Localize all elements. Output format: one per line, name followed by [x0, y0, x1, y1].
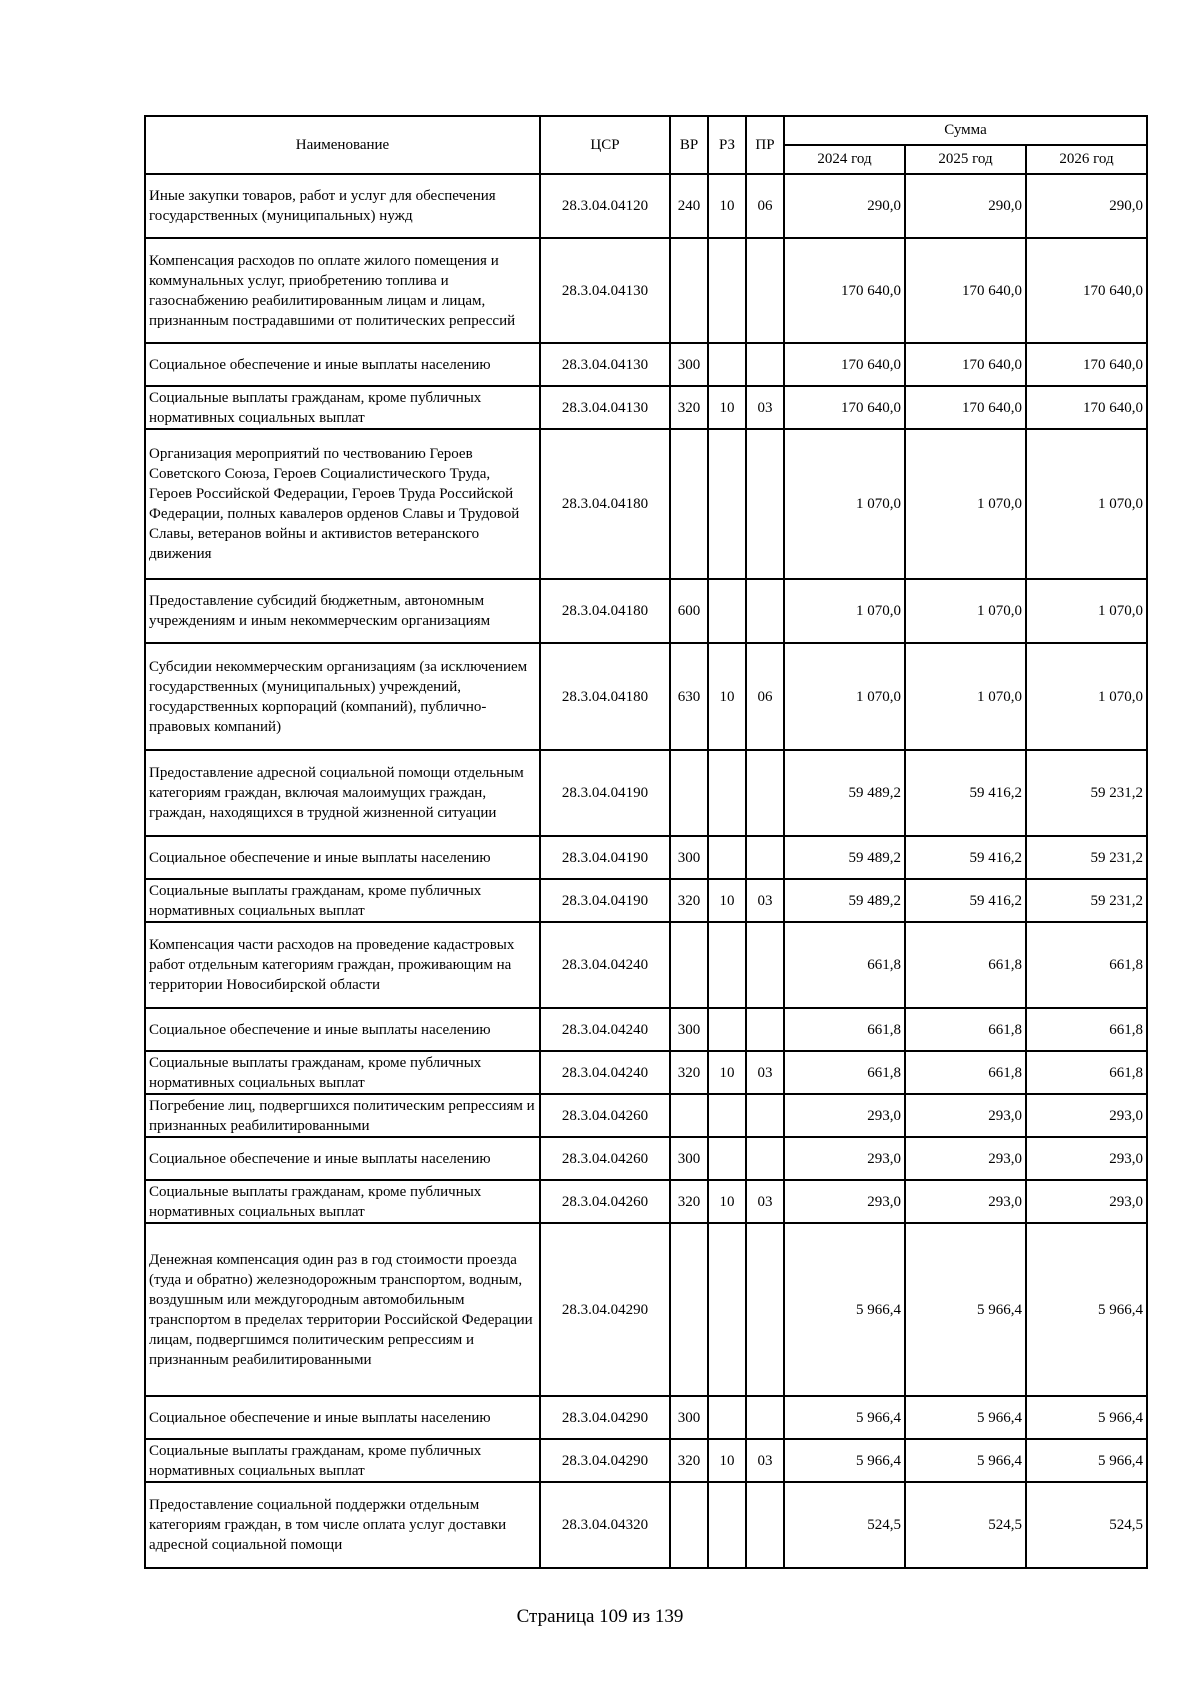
cell-sum-2025: 5 966,4	[905, 1439, 1026, 1482]
cell-name: Компенсация части расходов на проведение кадастровых работ отдельным категориям граждан, проживающим на территории Новосибирской области	[145, 922, 540, 1008]
cell-rz: 10	[708, 1180, 746, 1223]
cell-sum-2025: 290,0	[905, 174, 1026, 238]
cell-csr: 28.3.04.04290	[540, 1223, 670, 1396]
cell-csr: 28.3.04.04290	[540, 1396, 670, 1439]
cell-sum-2024: 293,0	[784, 1137, 905, 1180]
cell-sum-2026: 1 070,0	[1026, 579, 1147, 643]
cell-sum-2025: 661,8	[905, 922, 1026, 1008]
cell-rz: 10	[708, 174, 746, 238]
cell-sum-2026: 293,0	[1026, 1180, 1147, 1223]
cell-sum-2024: 661,8	[784, 1051, 905, 1094]
cell-pr: 03	[746, 386, 784, 429]
cell-rz	[708, 1008, 746, 1051]
cell-sum-2024: 170 640,0	[784, 386, 905, 429]
cell-sum-2025: 293,0	[905, 1180, 1026, 1223]
cell-csr: 28.3.04.04240	[540, 1051, 670, 1094]
cell-sum-2026: 661,8	[1026, 922, 1147, 1008]
cell-rz	[708, 1482, 746, 1568]
cell-pr	[746, 343, 784, 386]
cell-csr: 28.3.04.04130	[540, 343, 670, 386]
cell-name: Социальное обеспечение и иные выплаты населению	[145, 836, 540, 879]
cell-sum-2026: 293,0	[1026, 1094, 1147, 1137]
header-csr: ЦСР	[540, 116, 670, 174]
cell-sum-2025: 170 640,0	[905, 386, 1026, 429]
cell-name: Денежная компенсация один раз в год стоимости проезда (туда и обратно) железнодорожным транспортом, водным, воздушным или междугородным автомобильным транспортом в пределах территории Российской Федерации лицам, подвергшимся политическим репрессиям и признанным реабилитированными	[145, 1223, 540, 1396]
cell-sum-2026: 661,8	[1026, 1051, 1147, 1094]
cell-sum-2025: 1 070,0	[905, 579, 1026, 643]
cell-rz	[708, 238, 746, 343]
cell-csr: 28.3.04.04130	[540, 386, 670, 429]
cell-csr: 28.3.04.04320	[540, 1482, 670, 1568]
cell-name: Организация мероприятий по чествованию Героев Советского Союза, Героев Социалистического Труда, Героев Российской Федерации, Героев Труда Российской Федерации, полных кавалеров орденов Славы и Трудовой Славы, ветеранов войны и активистов ветеранского движения	[145, 429, 540, 579]
cell-csr: 28.3.04.04180	[540, 643, 670, 750]
cell-name: Предоставление субсидий бюджетным, автономным учреждениям и иным некоммерческим организациям	[145, 579, 540, 643]
cell-rz	[708, 922, 746, 1008]
cell-csr: 28.3.04.04260	[540, 1137, 670, 1180]
cell-name: Социальное обеспечение и иные выплаты населению	[145, 343, 540, 386]
cell-name: Социальное обеспечение и иные выплаты населению	[145, 1008, 540, 1051]
cell-vr: 300	[670, 1137, 708, 1180]
header-year-2025: 2025 год	[905, 145, 1026, 174]
cell-csr: 28.3.04.04120	[540, 174, 670, 238]
cell-sum-2026: 1 070,0	[1026, 643, 1147, 750]
cell-pr	[746, 1482, 784, 1568]
header-name: Наименование	[145, 116, 540, 174]
cell-name: Социальные выплаты гражданам, кроме публичных нормативных социальных выплат	[145, 879, 540, 922]
table-row	[145, 1482, 1147, 1568]
cell-vr: 320	[670, 1051, 708, 1094]
cell-name: Социальное обеспечение и иные выплаты населению	[145, 1396, 540, 1439]
cell-rz	[708, 1094, 746, 1137]
cell-sum-2024: 661,8	[784, 922, 905, 1008]
cell-pr	[746, 1094, 784, 1137]
cell-sum-2025: 5 966,4	[905, 1223, 1026, 1396]
cell-name: Компенсация расходов по оплате жилого помещения и коммунальных услуг, приобретению топлива и газоснабжению реабилитированным лицам и лицам, признанным пострадавшими от политических репрессий	[145, 238, 540, 343]
cell-name: Предоставление адресной социальной помощи отдельным категориям граждан, включая малоимущих граждан, граждан, находящихся в трудной жизненной ситуации	[145, 750, 540, 836]
cell-sum-2024: 1 070,0	[784, 429, 905, 579]
cell-csr: 28.3.04.04180	[540, 579, 670, 643]
cell-vr: 300	[670, 836, 708, 879]
cell-vr	[670, 238, 708, 343]
cell-pr	[746, 429, 784, 579]
table-row	[145, 174, 1147, 238]
cell-sum-2024: 1 070,0	[784, 643, 905, 750]
cell-pr	[746, 238, 784, 343]
cell-pr: 03	[746, 879, 784, 922]
cell-sum-2026: 293,0	[1026, 1137, 1147, 1180]
cell-sum-2024: 59 489,2	[784, 750, 905, 836]
cell-rz	[708, 750, 746, 836]
table-body	[145, 174, 1147, 1568]
cell-name: Социальное обеспечение и иные выплаты населению	[145, 1137, 540, 1180]
cell-pr	[746, 1137, 784, 1180]
cell-name: Иные закупки товаров, работ и услуг для обеспечения государственных (муниципальных) нужд	[145, 174, 540, 238]
cell-sum-2024: 170 640,0	[784, 343, 905, 386]
table-row	[145, 643, 1147, 750]
cell-csr: 28.3.04.04190	[540, 750, 670, 836]
header-rz: РЗ	[708, 116, 746, 174]
table-row	[145, 1223, 1147, 1396]
cell-sum-2024: 293,0	[784, 1180, 905, 1223]
cell-rz	[708, 836, 746, 879]
cell-vr: 320	[670, 386, 708, 429]
cell-sum-2026: 170 640,0	[1026, 238, 1147, 343]
cell-sum-2024: 5 966,4	[784, 1396, 905, 1439]
cell-pr: 03	[746, 1439, 784, 1482]
table-row	[145, 1051, 1147, 1094]
cell-vr	[670, 429, 708, 579]
cell-name: Социальные выплаты гражданам, кроме публичных нормативных социальных выплат	[145, 386, 540, 429]
cell-sum-2025: 524,5	[905, 1482, 1026, 1568]
table-row	[145, 238, 1147, 343]
cell-rz	[708, 429, 746, 579]
cell-csr: 28.3.04.04240	[540, 922, 670, 1008]
cell-vr: 300	[670, 1396, 708, 1439]
cell-name: Предоставление социальной поддержки отдельным категориям граждан, в том числе оплата услуг доставки адресной социальной помощи	[145, 1482, 540, 1568]
cell-name: Субсидии некоммерческим организациям (за исключением государственных (муниципальных) учреждений, государственных корпораций (компаний), публично-правовых компаний)	[145, 643, 540, 750]
table-row	[145, 579, 1147, 643]
cell-pr: 06	[746, 643, 784, 750]
cell-sum-2025: 661,8	[905, 1051, 1026, 1094]
cell-vr: 300	[670, 1008, 708, 1051]
cell-csr: 28.3.04.04290	[540, 1439, 670, 1482]
cell-sum-2024: 290,0	[784, 174, 905, 238]
cell-vr	[670, 1094, 708, 1137]
cell-rz: 10	[708, 1439, 746, 1482]
header-vr: ВР	[670, 116, 708, 174]
cell-sum-2025: 59 416,2	[905, 750, 1026, 836]
cell-sum-2026: 524,5	[1026, 1482, 1147, 1568]
page-number: Страница 109 из 139	[516, 1606, 684, 1627]
cell-vr	[670, 1223, 708, 1396]
cell-vr: 600	[670, 579, 708, 643]
cell-vr: 300	[670, 343, 708, 386]
cell-vr: 320	[670, 1180, 708, 1223]
cell-sum-2026: 59 231,2	[1026, 750, 1147, 836]
cell-sum-2026: 290,0	[1026, 174, 1147, 238]
cell-sum-2024: 59 489,2	[784, 879, 905, 922]
cell-pr	[746, 922, 784, 1008]
cell-rz: 10	[708, 1051, 746, 1094]
cell-pr: 03	[746, 1051, 784, 1094]
cell-rz	[708, 1137, 746, 1180]
cell-pr	[746, 1008, 784, 1051]
cell-rz	[708, 1396, 746, 1439]
cell-csr: 28.3.04.04260	[540, 1094, 670, 1137]
cell-vr: 240	[670, 174, 708, 238]
cell-sum-2026: 661,8	[1026, 1008, 1147, 1051]
cell-sum-2025: 293,0	[905, 1094, 1026, 1137]
cell-pr	[746, 750, 784, 836]
cell-pr	[746, 1396, 784, 1439]
cell-csr: 28.3.04.04190	[540, 836, 670, 879]
cell-sum-2026: 1 070,0	[1026, 429, 1147, 579]
table-row	[145, 343, 1147, 386]
cell-sum-2024: 59 489,2	[784, 836, 905, 879]
header-year-2024: 2024 год	[784, 145, 905, 174]
cell-sum-2025: 59 416,2	[905, 836, 1026, 879]
cell-vr	[670, 922, 708, 1008]
cell-pr	[746, 836, 784, 879]
cell-sum-2025: 170 640,0	[905, 343, 1026, 386]
cell-sum-2026: 5 966,4	[1026, 1439, 1147, 1482]
cell-sum-2024: 5 966,4	[784, 1439, 905, 1482]
table-row	[145, 386, 1147, 429]
cell-name: Социальные выплаты гражданам, кроме публичных нормативных социальных выплат	[145, 1180, 540, 1223]
cell-name: Социальные выплаты гражданам, кроме публичных нормативных социальных выплат	[145, 1051, 540, 1094]
cell-sum-2025: 59 416,2	[905, 879, 1026, 922]
cell-rz: 10	[708, 643, 746, 750]
cell-sum-2026: 59 231,2	[1026, 836, 1147, 879]
header-pr: ПР	[746, 116, 784, 174]
cell-rz	[708, 343, 746, 386]
cell-csr: 28.3.04.04190	[540, 879, 670, 922]
table-row	[145, 836, 1147, 879]
cell-rz	[708, 1223, 746, 1396]
cell-sum-2024: 661,8	[784, 1008, 905, 1051]
cell-pr	[746, 1223, 784, 1396]
cell-sum-2026: 170 640,0	[1026, 386, 1147, 429]
cell-csr: 28.3.04.04240	[540, 1008, 670, 1051]
cell-pr: 06	[746, 174, 784, 238]
cell-vr	[670, 750, 708, 836]
table-row	[145, 1137, 1147, 1180]
cell-pr	[746, 579, 784, 643]
budget-table	[144, 115, 1148, 1569]
cell-sum-2026: 5 966,4	[1026, 1223, 1147, 1396]
table-row	[145, 429, 1147, 579]
cell-rz: 10	[708, 386, 746, 429]
cell-csr: 28.3.04.04180	[540, 429, 670, 579]
cell-rz	[708, 579, 746, 643]
cell-sum-2024: 1 070,0	[784, 579, 905, 643]
cell-csr: 28.3.04.04260	[540, 1180, 670, 1223]
table-row	[145, 922, 1147, 1008]
cell-sum-2025: 170 640,0	[905, 238, 1026, 343]
table-row	[145, 1180, 1147, 1223]
table-row	[145, 750, 1147, 836]
cell-vr	[670, 1482, 708, 1568]
table-row	[145, 1008, 1147, 1051]
table-row	[145, 1439, 1147, 1482]
header-year-2026: 2026 год	[1026, 145, 1147, 174]
cell-sum-2025: 293,0	[905, 1137, 1026, 1180]
table-row	[145, 879, 1147, 922]
cell-sum-2026: 5 966,4	[1026, 1396, 1147, 1439]
cell-sum-2025: 5 966,4	[905, 1396, 1026, 1439]
cell-name: Погребение лиц, подвергшихся политическим репрессиям и признанных реабилитированными	[145, 1094, 540, 1137]
cell-sum-2024: 5 966,4	[784, 1223, 905, 1396]
cell-sum-2026: 59 231,2	[1026, 879, 1147, 922]
cell-sum-2025: 661,8	[905, 1008, 1026, 1051]
cell-sum-2024: 170 640,0	[784, 238, 905, 343]
cell-pr: 03	[746, 1180, 784, 1223]
cell-sum-2025: 1 070,0	[905, 429, 1026, 579]
header-sum: Сумма	[784, 116, 1147, 145]
cell-sum-2025: 1 070,0	[905, 643, 1026, 750]
cell-vr: 320	[670, 879, 708, 922]
cell-csr: 28.3.04.04130	[540, 238, 670, 343]
cell-sum-2024: 293,0	[784, 1094, 905, 1137]
cell-name: Социальные выплаты гражданам, кроме публичных нормативных социальных выплат	[145, 1439, 540, 1482]
table-row	[145, 1094, 1147, 1137]
cell-sum-2024: 524,5	[784, 1482, 905, 1568]
table-row	[145, 1396, 1147, 1439]
cell-rz: 10	[708, 879, 746, 922]
cell-vr: 630	[670, 643, 708, 750]
cell-sum-2026: 170 640,0	[1026, 343, 1147, 386]
cell-vr: 320	[670, 1439, 708, 1482]
